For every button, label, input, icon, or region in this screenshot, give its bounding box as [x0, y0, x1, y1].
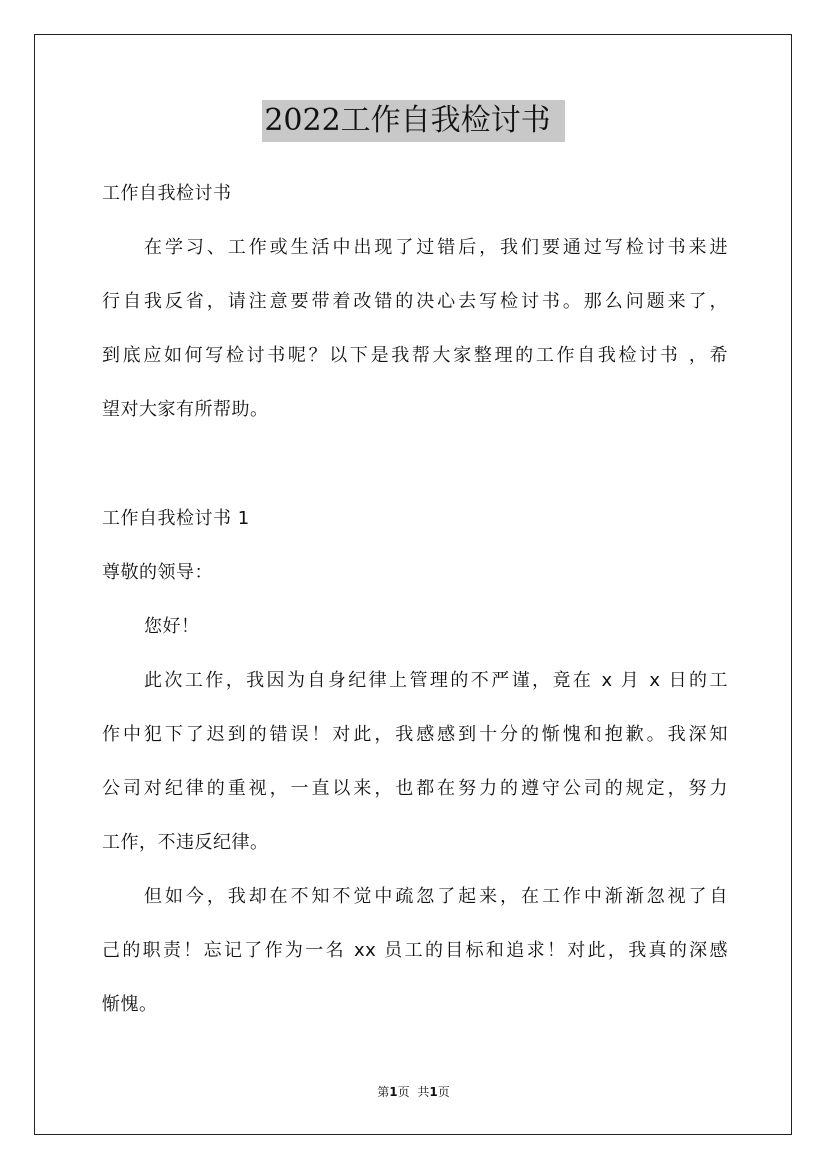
letter-heading: 工作自我检讨书 1 [102, 508, 250, 529]
para2-line-2: 己的职责！忘记了作为一名 xx 员工的目标和追求！对此，我真的深感 [102, 940, 728, 961]
footer-total-number: 1 [429, 1085, 438, 1099]
para1-line-3: 公司对纪律的重视，一直以来，也都在努力的遵守公司的规定，努力 [102, 778, 728, 799]
intro-line-4: 望对大家有所帮助。 [102, 399, 269, 420]
footer-total-prefix: 共 [417, 1085, 430, 1099]
intro-line-1: 在学习、工作或生活中出现了过错后，我们要通过写检讨书来进 [144, 237, 728, 258]
footer-total-suffix: 页 [437, 1085, 450, 1099]
para1-line-2: 作中犯下了迟到的错误！对此，我感感到十分的惭愧和抱歉。我深知 [102, 724, 728, 745]
para1-line-1: 此次工作，我因为自身纪律上管理的不严谨，竟在 x 月 x 日的工 [144, 670, 728, 691]
para2-line-1: 但如今，我却在不知不觉中疏忽了起来，在工作中渐渐忽视了自 [144, 886, 728, 907]
document-title: 2022工作自我检讨书 [262, 100, 564, 142]
footer-page-number: 1 [389, 1085, 398, 1099]
intro-line-2: 行自我反省，请注意要带着改错的决心去写检讨书。那么问题来了， [102, 291, 728, 312]
para2-line-3: 惭愧。 [102, 994, 158, 1015]
intro-line-3: 到底应如何写检讨书呢？以下是我帮大家整理的工作自我检讨书 ，希 [102, 345, 728, 366]
greeting: 您好！ [144, 616, 200, 637]
salutation: 尊敬的领导： [102, 562, 213, 583]
section-heading: 工作自我检讨书 [102, 183, 232, 204]
title-wrap [0, 100, 827, 142]
page-footer [0, 1084, 827, 1100]
footer-page-prefix: 第 [377, 1085, 390, 1099]
para1-line-4: 工作，不违反纪律。 [102, 832, 269, 853]
footer-page-suffix: 页 [397, 1085, 410, 1099]
